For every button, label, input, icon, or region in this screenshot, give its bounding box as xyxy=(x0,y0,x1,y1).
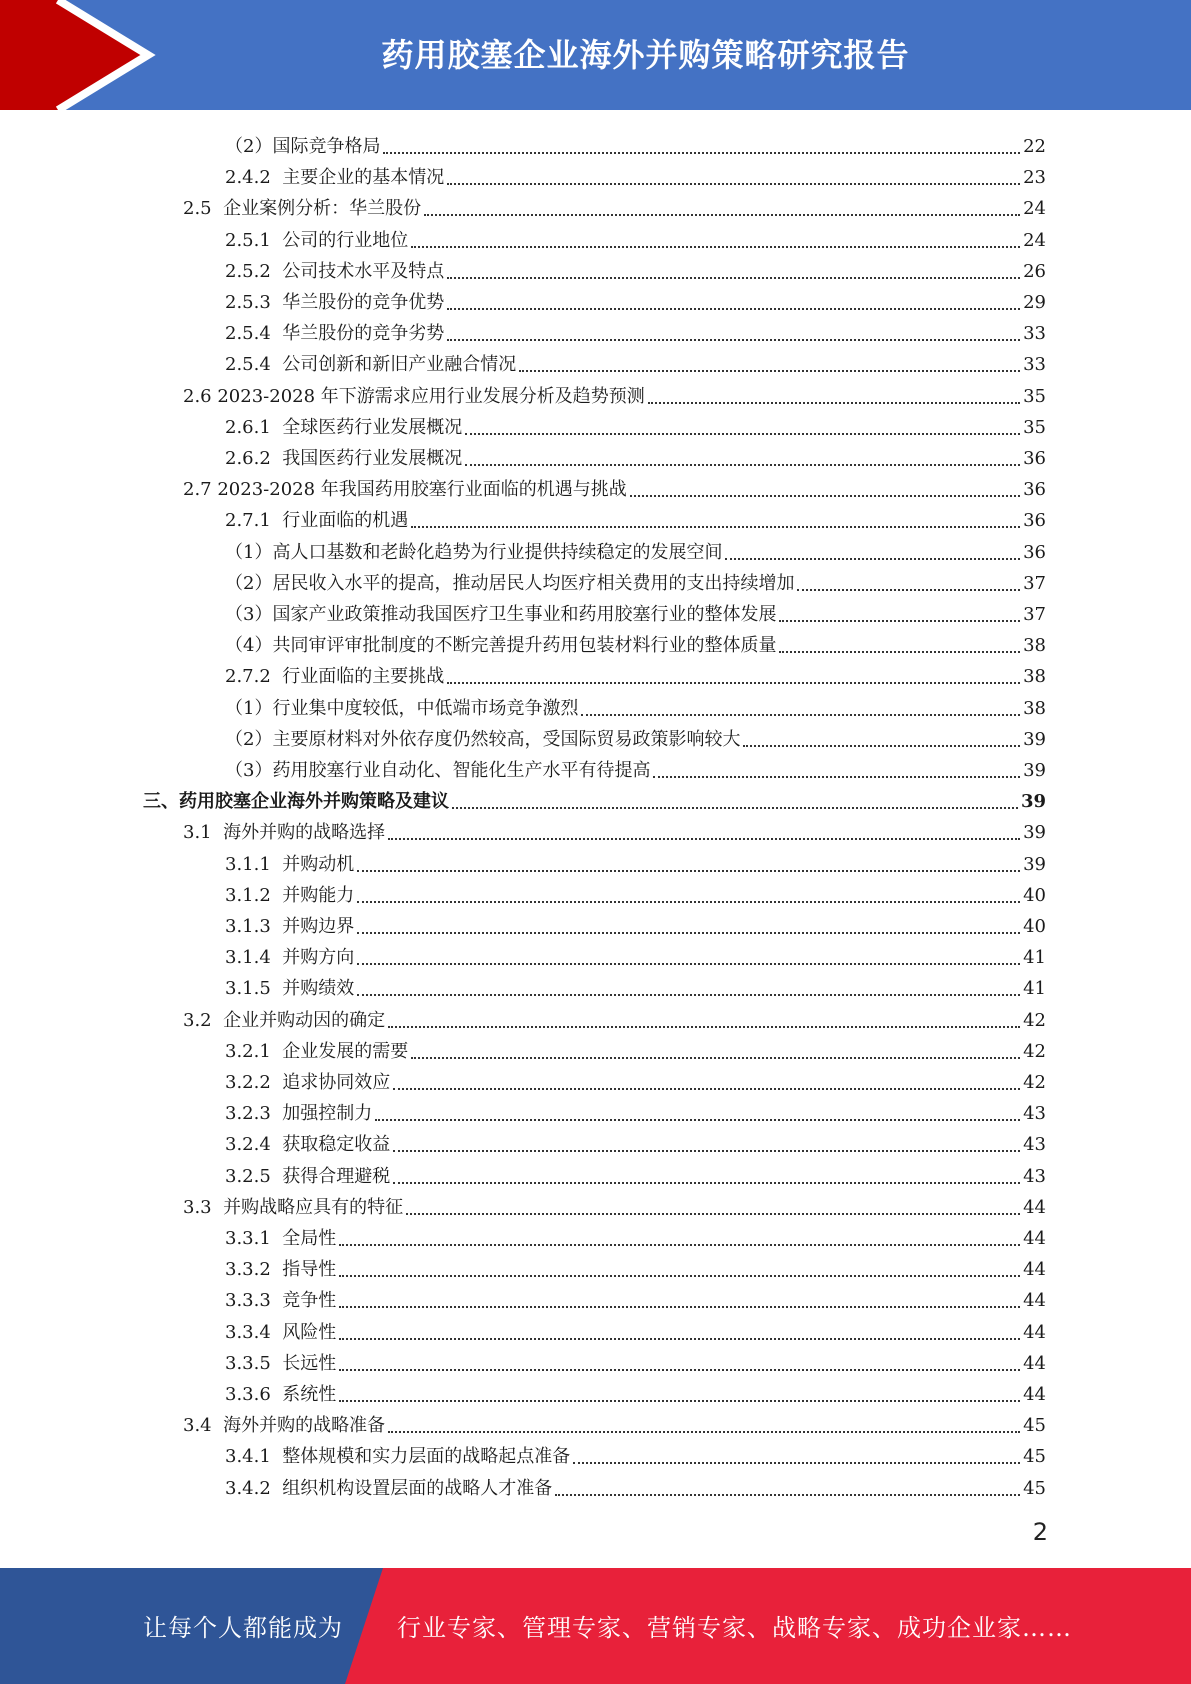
toc-entry[interactable] xyxy=(225,1375,1046,1406)
toc-entry-page: 39 xyxy=(1023,760,1046,781)
toc-entry-label: 3.4.1 整体规模和实力层面的战略起点准备 xyxy=(225,1446,571,1468)
toc-entry-page: 42 xyxy=(1023,1009,1046,1031)
toc-leader-dots xyxy=(447,183,1020,185)
toc-leader-dots xyxy=(555,1494,1020,1496)
toc-entry[interactable] xyxy=(225,408,1046,439)
page-header xyxy=(0,0,1191,110)
toc-entry-page: 44 xyxy=(1023,1228,1046,1249)
toc-entry-page: 38 xyxy=(1023,666,1046,688)
toc-entry-label: 2.5 企业案例分析：华兰股份 xyxy=(183,198,422,220)
toc-entry-page: 45 xyxy=(1023,1477,1046,1499)
toc-entry-label: 3.2.1 企业发展的需要 xyxy=(225,1040,409,1062)
toc-entry-page: 39 xyxy=(1020,791,1046,813)
toc-entry-page: 23 xyxy=(1023,167,1046,189)
toc-entry-page: 38 xyxy=(1023,635,1046,657)
toc-entry[interactable] xyxy=(225,626,1046,657)
toc-entry-page: 35 xyxy=(1023,385,1046,407)
toc-entry-page: 44 xyxy=(1023,1352,1046,1374)
toc-leader-dots xyxy=(447,339,1020,341)
toc-entry-page: 42 xyxy=(1023,1040,1046,1062)
toc-entry-label: 3.4 海外并购的战略准备 xyxy=(183,1415,386,1437)
toc-entry[interactable] xyxy=(225,689,1046,720)
toc-entry[interactable] xyxy=(225,845,1046,876)
toc-leader-dots xyxy=(393,1088,1020,1090)
toc-leader-dots xyxy=(411,526,1020,528)
toc-entry-page: 44 xyxy=(1023,1259,1046,1281)
toc-leader-dots xyxy=(339,1275,1020,1277)
toc-leader-dots xyxy=(375,1119,1020,1121)
toc-entry-page: 40 xyxy=(1023,884,1046,906)
toc-entry-page: 22 xyxy=(1023,136,1046,157)
toc-leader-dots xyxy=(393,1182,1020,1184)
toc-entry[interactable] xyxy=(225,439,1046,470)
toc-leader-dots xyxy=(357,963,1020,965)
toc-entry-label: （4）共同审评审批制度的不断完善提升药用包装材料行业的整体质量 xyxy=(225,635,777,657)
toc-entry[interactable] xyxy=(225,1469,1046,1500)
toc-entry-page: 33 xyxy=(1023,323,1046,345)
toc-entry[interactable] xyxy=(225,345,1046,376)
toc-entry[interactable] xyxy=(225,969,1046,1000)
toc-entry-label: 3.2 企业并购动因的确定 xyxy=(183,1009,386,1031)
toc-entry[interactable] xyxy=(225,533,1046,564)
toc-entry-label: 3.3.3 竞争性 xyxy=(225,1290,337,1312)
toc-entry-page: 43 xyxy=(1023,1165,1046,1187)
toc-entry-page: 41 xyxy=(1023,947,1046,969)
toc-leader-dots xyxy=(797,589,1020,591)
toc-entry[interactable] xyxy=(225,938,1046,969)
toc-entry[interactable] xyxy=(225,127,1046,158)
toc-entry-label: （1）高人口基数和老龄化趋势为行业提供持续稳定的发展空间 xyxy=(225,541,723,563)
toc-entry[interactable] xyxy=(183,1188,1046,1219)
toc-entry-page: 33 xyxy=(1023,354,1046,376)
toc-entry[interactable] xyxy=(225,1157,1046,1188)
toc-leader-dots xyxy=(393,1150,1020,1152)
toc-leader-dots xyxy=(779,620,1020,622)
toc-entry[interactable] xyxy=(225,1032,1046,1063)
toc-entry[interactable] xyxy=(225,252,1046,283)
toc-entry-label: 2.5.4 华兰股份的竞争劣势 xyxy=(225,323,445,345)
toc-leader-dots xyxy=(452,807,1018,809)
toc-leader-dots xyxy=(357,932,1020,934)
toc-entry-label: （2）国际竞争格局 xyxy=(225,136,381,157)
page-number: 2 xyxy=(1032,1518,1048,1546)
toc-entry-page: 43 xyxy=(1023,1134,1046,1156)
toc-entry-label: 2.7.2 行业面临的主要挑战 xyxy=(225,666,445,688)
toc-entry-label: 3.1.2 并购能力 xyxy=(225,884,355,906)
toc-entry-label: 三、药用胶塞企业海外并购策略及建议 xyxy=(143,791,449,813)
toc-entry-page: 44 xyxy=(1023,1196,1046,1218)
toc-entry-page: 45 xyxy=(1023,1446,1046,1468)
footer-slogan-right: 行业专家、管理专家、营销专家、战略专家、成功企业家…… xyxy=(397,1614,1072,1642)
footer-slogan-left: 让每个人都能成为 xyxy=(143,1614,343,1642)
toc-entry-page: 36 xyxy=(1023,510,1046,532)
toc-entry-page: 39 xyxy=(1023,822,1046,844)
toc-entry-label: 3.1 海外并购的战略选择 xyxy=(183,822,386,844)
toc-entry[interactable] xyxy=(225,1094,1046,1125)
toc-entry[interactable] xyxy=(183,189,1046,220)
toc-entry-page: 24 xyxy=(1023,229,1046,251)
toc-entry[interactable] xyxy=(225,907,1046,938)
page-footer xyxy=(0,1568,1191,1684)
toc-entry-label: 3.3.4 风险性 xyxy=(225,1321,337,1343)
toc-entry-label: 2.6 2023-2028 年下游需求应用行业发展分析及趋势预测 xyxy=(183,385,645,407)
toc-leader-dots xyxy=(411,1057,1020,1059)
toc-leader-dots xyxy=(725,558,1020,560)
toc-leader-dots xyxy=(779,651,1020,653)
toc-entry-page: 24 xyxy=(1023,198,1046,220)
toc-entry-page: 41 xyxy=(1023,978,1046,1000)
toc-entry-label: （3）国家产业政策推动我国医疗卫生事业和药用胶塞行业的整体发展 xyxy=(225,604,777,625)
toc-entry[interactable] xyxy=(225,1313,1046,1344)
toc-entry-label: 2.5.1 公司的行业地位 xyxy=(225,229,409,251)
toc-entry[interactable] xyxy=(225,1281,1046,1312)
toc-entry-page: 37 xyxy=(1023,572,1046,594)
toc-entry-label: 3.2.5 获得合理避税 xyxy=(225,1165,391,1187)
toc-leader-dots xyxy=(573,1462,1020,1464)
toc-entry-label: 3.4.2 组织机构设置层面的战略人才准备 xyxy=(225,1477,553,1499)
toc-leader-dots xyxy=(447,308,1020,310)
toc-entry[interactable] xyxy=(225,564,1046,595)
toc-entry-label: 2.7 2023-2028 年我国药用胶塞行业面临的机遇与挑战 xyxy=(183,479,627,501)
toc-entry-label: 3.2.4 获取稳定收益 xyxy=(225,1134,391,1156)
toc-entry-label: 2.5.4 公司创新和新旧产业融合情况 xyxy=(225,354,517,376)
toc-entry-label: 2.6.1 全球医药行业发展概况 xyxy=(225,416,463,438)
toc-entry[interactable] xyxy=(225,1219,1046,1250)
toc-entry[interactable] xyxy=(225,501,1046,532)
toc-entry[interactable] xyxy=(225,720,1046,751)
toc-leader-dots xyxy=(424,214,1020,216)
toc-entry-page: 44 xyxy=(1023,1321,1046,1343)
toc-entry[interactable] xyxy=(225,1437,1046,1468)
toc-entry-label: （2）居民收入水平的提高，推动居民人均医疗相关费用的支出持续增加 xyxy=(225,572,795,594)
toc-entry-page: 44 xyxy=(1023,1290,1046,1312)
toc-entry[interactable] xyxy=(225,1063,1046,1094)
toc-entry-label: （3）药用胶塞行业自动化、智能化生产水平有待提高 xyxy=(225,760,651,781)
toc-entry[interactable] xyxy=(183,1406,1046,1437)
toc-leader-dots xyxy=(465,433,1020,435)
toc-entry[interactable] xyxy=(225,751,1046,782)
toc-entry-page: 42 xyxy=(1023,1072,1046,1093)
toc-entry-page: 26 xyxy=(1023,260,1046,282)
toc-entry-page: 38 xyxy=(1023,697,1046,719)
toc-entry-label: 2.7.1 行业面临的机遇 xyxy=(225,510,409,532)
toc-entry-page: 40 xyxy=(1023,916,1046,937)
toc-entry[interactable] xyxy=(225,595,1046,626)
report-title: 药用胶塞企业海外并购策略研究报告 xyxy=(381,36,910,74)
toc-entry-label: （2）主要原材料对外依存度仍然较高，受国际贸易政策影响较大 xyxy=(225,728,741,750)
toc-entry[interactable] xyxy=(225,1125,1046,1156)
toc-entry-label: 3.1.1 并购动机 xyxy=(225,853,355,875)
toc-leader-dots xyxy=(406,1213,1020,1215)
toc-entry[interactable] xyxy=(143,782,1046,813)
toc-entry-label: 2.4.2 主要企业的基本情况 xyxy=(225,167,445,189)
toc-leader-dots xyxy=(357,994,1020,996)
toc-leader-dots xyxy=(465,464,1020,466)
toc-leader-dots xyxy=(339,1369,1020,1371)
toc-leader-dots xyxy=(357,870,1020,872)
toc-entry-label: （1）行业集中度较低，中低端市场竞争激烈 xyxy=(225,697,579,719)
toc-leader-dots xyxy=(648,402,1020,404)
toc-entry[interactable] xyxy=(183,1001,1046,1032)
toc-entry-page: 36 xyxy=(1023,541,1046,563)
toc-entry-page: 37 xyxy=(1023,604,1046,625)
toc-entry-label: 3.3.6 系统性 xyxy=(225,1384,337,1405)
toc-entry[interactable] xyxy=(225,1250,1046,1281)
toc-entry-page: 29 xyxy=(1023,292,1046,313)
toc-entry[interactable] xyxy=(225,221,1046,252)
toc-entry[interactable] xyxy=(225,158,1046,189)
toc-leader-dots xyxy=(357,901,1020,903)
toc-leader-dots xyxy=(630,495,1020,497)
toc-entry-page: 44 xyxy=(1023,1384,1046,1405)
toc-leader-dots xyxy=(339,1400,1020,1402)
toc-entry-page: 39 xyxy=(1023,853,1046,875)
toc-entry-label: 3.1.5 并购绩效 xyxy=(225,978,355,1000)
toc-entry-label: 3.3.1 全局性 xyxy=(225,1228,337,1249)
toc-leader-dots xyxy=(388,1026,1020,1028)
toc-leader-dots xyxy=(519,370,1020,372)
toc-entry-label: 2.5.2 公司技术水平及特点 xyxy=(225,260,445,282)
toc-entry[interactable] xyxy=(225,314,1046,345)
toc-leader-dots xyxy=(581,714,1020,716)
toc-leader-dots xyxy=(339,1306,1020,1308)
toc-entry[interactable] xyxy=(225,283,1046,314)
toc-leader-dots xyxy=(339,1338,1020,1340)
toc-leader-dots xyxy=(447,682,1020,684)
toc-entry-label: 3.1.3 并购边界 xyxy=(225,916,355,937)
toc-leader-dots xyxy=(411,246,1020,248)
toc-entry-page: 35 xyxy=(1023,416,1046,438)
toc-entry[interactable] xyxy=(183,813,1046,844)
toc-entry-label: 2.6.2 我国医药行业发展概况 xyxy=(225,448,463,469)
toc-leader-dots xyxy=(339,1244,1020,1246)
toc-entry-label: 3.2.3 加强控制力 xyxy=(225,1103,373,1125)
toc-entry[interactable] xyxy=(183,470,1046,501)
toc-entry-label: 3.3.2 指导性 xyxy=(225,1259,337,1281)
toc-entry[interactable] xyxy=(183,377,1046,408)
toc-entry-page: 36 xyxy=(1023,448,1046,469)
toc-leader-dots xyxy=(447,277,1020,279)
toc-leader-dots xyxy=(383,152,1020,154)
toc-entry-label: 3.2.2 追求协同效应 xyxy=(225,1072,391,1093)
toc-entry-label: 3.3.5 长远性 xyxy=(225,1352,337,1374)
toc-entry-label: 3.3 并购战略应具有的特征 xyxy=(183,1196,404,1218)
toc-entry[interactable] xyxy=(225,876,1046,907)
toc-entry[interactable] xyxy=(225,1344,1046,1375)
toc-entry-page: 36 xyxy=(1023,479,1046,501)
toc-entry-page: 43 xyxy=(1023,1103,1046,1125)
toc-entry-label: 2.5.3 华兰股份的竞争优势 xyxy=(225,292,445,313)
toc-entry-page: 39 xyxy=(1023,728,1046,750)
toc-leader-dots xyxy=(653,776,1020,778)
toc-entry-label: 3.1.4 并购方向 xyxy=(225,947,355,969)
toc-entry[interactable] xyxy=(225,657,1046,688)
toc-leader-dots xyxy=(388,838,1020,840)
toc-entry-page: 45 xyxy=(1023,1415,1046,1437)
toc-leader-dots xyxy=(743,745,1020,747)
toc-leader-dots xyxy=(388,1431,1020,1433)
